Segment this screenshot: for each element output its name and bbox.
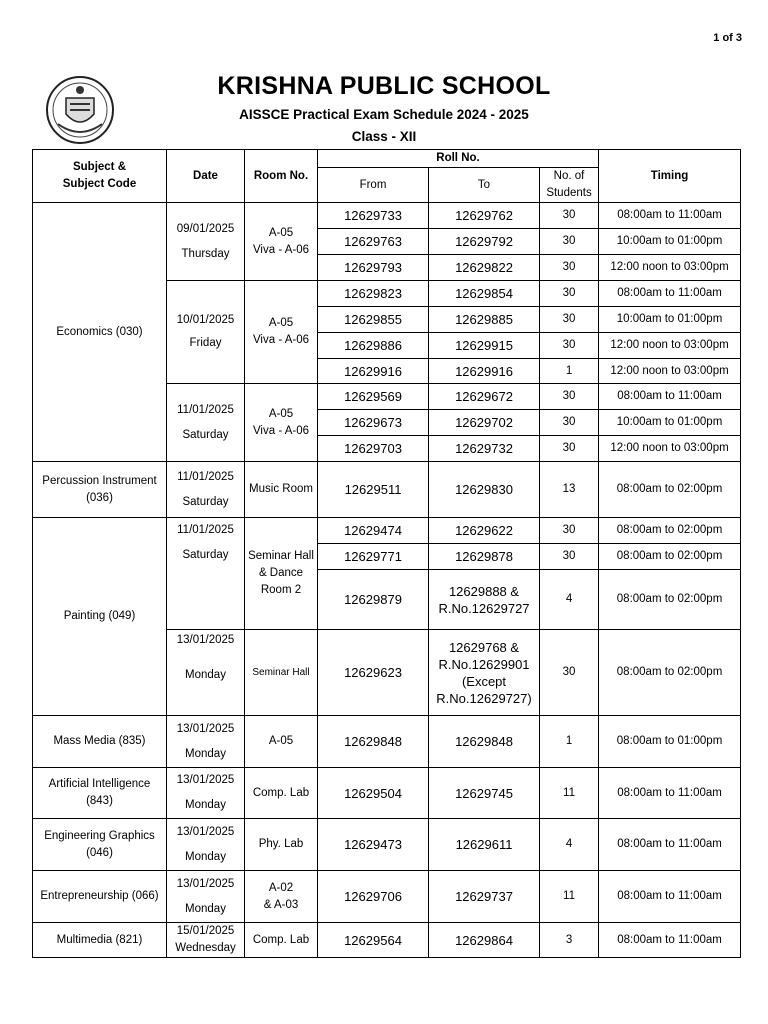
- roll-to: 12629762: [429, 203, 540, 229]
- student-count: 1: [540, 716, 599, 768]
- roll-from: 12629474: [318, 518, 429, 544]
- roll-from: 12629473: [318, 819, 429, 871]
- table-row: [33, 462, 741, 518]
- room-cell: Seminar Hall: [245, 630, 318, 716]
- room-cell: Comp. Lab: [245, 768, 318, 819]
- roll-from: 12629564: [318, 923, 429, 958]
- date-cell: 15/01/2025 Wednesday: [167, 923, 245, 958]
- exam-schedule-table: [32, 149, 741, 958]
- subject-cell: Percussion Instrument (036): [33, 462, 167, 518]
- subject-cell: Entrepreneurship (066): [33, 871, 167, 923]
- timing: 08:00am to 11:00am: [599, 768, 741, 819]
- timing: 08:00am to 02:00pm: [599, 570, 741, 630]
- timing: 12:00 noon to 03:00pm: [599, 255, 741, 281]
- roll-from: 12629848: [318, 716, 429, 768]
- student-count: 30: [540, 630, 599, 716]
- room-cell: A-05: [245, 716, 318, 768]
- roll-from: 12629886: [318, 333, 429, 359]
- student-count: 30: [540, 229, 599, 255]
- roll-to: 12629622: [429, 518, 540, 544]
- schedule-title: AISSCE Practical Exam Schedule 2024 - 2025: [239, 107, 529, 122]
- table-row: [33, 203, 741, 229]
- page-indicator: 1 of 3: [713, 32, 742, 44]
- room-cell: Seminar Hall & Dance Room 2: [245, 518, 318, 630]
- table-row: [33, 871, 741, 923]
- roll-to: 12629792: [429, 229, 540, 255]
- student-count: 30: [540, 436, 599, 462]
- timing: 08:00am to 02:00pm: [599, 630, 741, 716]
- student-count: 30: [540, 544, 599, 570]
- roll-from: 12629733: [318, 203, 429, 229]
- table-row: [33, 716, 741, 768]
- roll-to: 12629702: [429, 410, 540, 436]
- col-subject: Subject & Subject Code: [33, 150, 167, 203]
- col-to: To: [429, 168, 540, 203]
- roll-from: 12629771: [318, 544, 429, 570]
- table-row: [33, 768, 741, 819]
- subject-cell: Mass Media (835): [33, 716, 167, 768]
- roll-from: 12629623: [318, 630, 429, 716]
- roll-to: 12629822: [429, 255, 540, 281]
- table-row: [33, 923, 741, 958]
- room-cell: Phy. Lab: [245, 819, 318, 871]
- col-date: Date: [167, 150, 245, 203]
- student-count: 30: [540, 384, 599, 410]
- roll-to: 12629830: [429, 462, 540, 518]
- timing: 08:00am to 11:00am: [599, 203, 741, 229]
- timing: 08:00am to 02:00pm: [599, 544, 741, 570]
- student-count: 30: [540, 410, 599, 436]
- student-count: 30: [540, 518, 599, 544]
- roll-to: 12629745: [429, 768, 540, 819]
- roll-from: 12629706: [318, 871, 429, 923]
- timing: 10:00am to 01:00pm: [599, 229, 741, 255]
- date-cell: 11/01/2025 Saturday: [167, 518, 245, 630]
- timing: 08:00am to 01:00pm: [599, 716, 741, 768]
- timing: 08:00am to 11:00am: [599, 871, 741, 923]
- timing: 12:00 noon to 03:00pm: [599, 436, 741, 462]
- col-timing: Timing: [599, 150, 741, 203]
- date-cell: 09/01/2025 Thursday: [167, 203, 245, 281]
- roll-to: 12629854: [429, 281, 540, 307]
- student-count: 30: [540, 307, 599, 333]
- col-from: From: [318, 168, 429, 203]
- roll-to: 12629885: [429, 307, 540, 333]
- student-count: 11: [540, 768, 599, 819]
- col-students: No. of Students: [540, 168, 599, 203]
- school-name: KRISHNA PUBLIC SCHOOL: [217, 72, 551, 100]
- student-count: 4: [540, 819, 599, 871]
- roll-to: 12629768 & R.No.12629901 (Except R.No.12629727): [429, 630, 540, 716]
- class-label: Class - XII: [351, 129, 417, 144]
- date-cell: 13/01/2025 Monday: [167, 768, 245, 819]
- roll-to: 12629916: [429, 359, 540, 384]
- student-count: 30: [540, 281, 599, 307]
- subject-cell: Economics (030): [33, 203, 167, 462]
- roll-from: 12629793: [318, 255, 429, 281]
- subject-cell: Painting (049): [33, 518, 167, 716]
- roll-from: 12629879: [318, 570, 429, 630]
- date-cell: 13/01/2025 Monday: [167, 630, 245, 716]
- subject-cell: Engineering Graphics (046): [33, 819, 167, 871]
- timing: 10:00am to 01:00pm: [599, 410, 741, 436]
- roll-from: 12629703: [318, 436, 429, 462]
- roll-from: 12629504: [318, 768, 429, 819]
- roll-to: 12629864: [429, 923, 540, 958]
- timing: 10:00am to 01:00pm: [599, 307, 741, 333]
- roll-to: 12629611: [429, 819, 540, 871]
- student-count: 4: [540, 570, 599, 630]
- table-row: [33, 819, 741, 871]
- date-cell: 13/01/2025 Monday: [167, 716, 245, 768]
- room-cell: A-05 Viva - A-06: [245, 281, 318, 384]
- roll-from: 12629823: [318, 281, 429, 307]
- subject-cell: Multimedia (821): [33, 923, 167, 958]
- student-count: 1: [540, 359, 599, 384]
- student-count: 30: [540, 255, 599, 281]
- timing: 08:00am to 11:00am: [599, 281, 741, 307]
- roll-from: 12629569: [318, 384, 429, 410]
- roll-from: 12629916: [318, 359, 429, 384]
- timing: 08:00am to 11:00am: [599, 819, 741, 871]
- student-count: 30: [540, 203, 599, 229]
- date-cell: 13/01/2025 Monday: [167, 871, 245, 923]
- roll-from: 12629673: [318, 410, 429, 436]
- roll-to: 12629848: [429, 716, 540, 768]
- room-cell: Comp. Lab: [245, 923, 318, 958]
- header-row: [33, 150, 741, 168]
- roll-to: 12629915: [429, 333, 540, 359]
- timing: 08:00am to 11:00am: [599, 384, 741, 410]
- roll-from: 12629855: [318, 307, 429, 333]
- student-count: 30: [540, 333, 599, 359]
- roll-to: 12629878: [429, 544, 540, 570]
- timing: 12:00 noon to 03:00pm: [599, 359, 741, 384]
- date-cell: 10/01/2025 Friday: [167, 281, 245, 384]
- col-roll-no: Roll No.: [318, 150, 599, 168]
- timing: 12:00 noon to 03:00pm: [599, 333, 741, 359]
- col-room: Room No.: [245, 150, 318, 203]
- room-cell: A-02 & A-03: [245, 871, 318, 923]
- date-cell: 11/01/2025 Saturday: [167, 384, 245, 462]
- timing: 08:00am to 02:00pm: [599, 518, 741, 544]
- room-cell: A-05 Viva - A-06: [245, 203, 318, 281]
- date-cell: 11/01/2025 Saturday: [167, 462, 245, 518]
- date-cell: 13/01/2025 Monday: [167, 819, 245, 871]
- table-row: [33, 518, 741, 544]
- roll-to: 12629737: [429, 871, 540, 923]
- timing: 08:00am to 02:00pm: [599, 462, 741, 518]
- student-count: 13: [540, 462, 599, 518]
- roll-to: 12629888 & R.No.12629727: [429, 570, 540, 630]
- room-cell: Music Room: [245, 462, 318, 518]
- student-count: 3: [540, 923, 599, 958]
- roll-to: 12629732: [429, 436, 540, 462]
- roll-to: 12629672: [429, 384, 540, 410]
- roll-from: 12629511: [318, 462, 429, 518]
- room-cell: A-05 Viva - A-06: [245, 384, 318, 462]
- student-count: 11: [540, 871, 599, 923]
- subject-cell: Artificial Intelligence (843): [33, 768, 167, 819]
- roll-from: 12629763: [318, 229, 429, 255]
- timing: 08:00am to 11:00am: [599, 923, 741, 958]
